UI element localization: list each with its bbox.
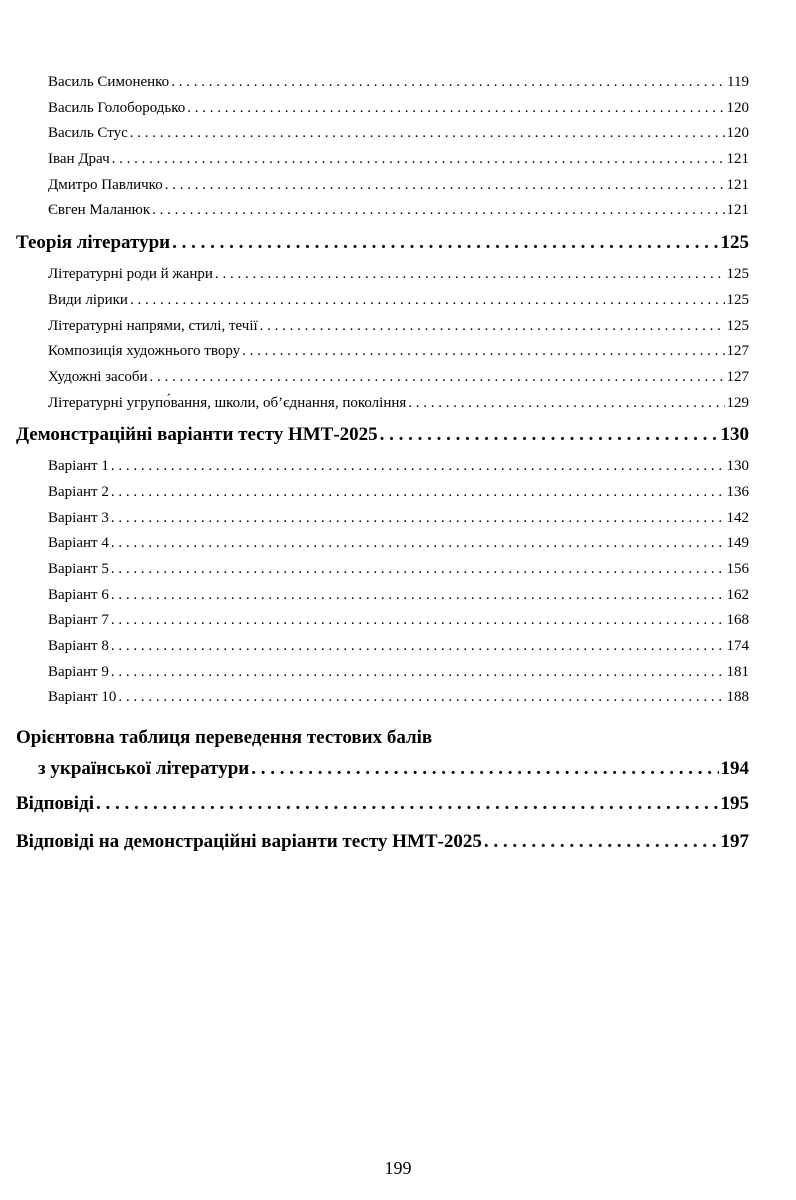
toc-entry[interactable] <box>16 531 749 557</box>
toc-entry-page: 156 <box>726 561 749 577</box>
toc-section-theory[interactable] <box>16 224 749 262</box>
toc-section-page: 194 <box>720 758 749 780</box>
toc-entry[interactable] <box>16 391 749 417</box>
toc-entry-page: 121 <box>726 176 749 193</box>
toc-entry-page: 127 <box>726 343 749 360</box>
dot-leader <box>165 173 725 199</box>
dot-leader <box>111 531 725 557</box>
dot-leader <box>111 634 725 660</box>
toc-entry-page: 120 <box>726 125 749 142</box>
toc-entry-title: Варіант 5 <box>48 561 109 577</box>
toc-section-title: Відповіді на демонстраційні варіанти тесту НМТ-2025 <box>16 831 482 853</box>
page-number: 199 <box>384 1158 412 1178</box>
toc-entry-page: 181 <box>726 663 749 680</box>
toc-section-title: Теорія літератури <box>16 232 171 254</box>
toc-entry-page: 188 <box>726 689 749 706</box>
toc-entry-title: Варіант 8 <box>48 638 109 655</box>
toc-entry[interactable] <box>16 365 749 391</box>
toc-entry[interactable] <box>16 506 749 532</box>
toc-section-page: 195 <box>720 793 749 815</box>
dot-leader <box>152 198 724 224</box>
toc-entry[interactable] <box>16 70 749 96</box>
dot-leader <box>215 262 725 288</box>
toc-entry[interactable] <box>16 96 749 122</box>
toc-entry-title: Варіант 2 <box>48 483 109 500</box>
toc-entry-title: Василь Симоненко <box>48 74 170 90</box>
dot-leader <box>130 121 725 147</box>
toc-entry-page: 162 <box>726 586 749 603</box>
toc-entry[interactable] <box>16 262 749 288</box>
toc-entry-page: 168 <box>726 612 749 629</box>
toc-entry-title: Літературні напрями, стилі, течії <box>48 317 258 334</box>
toc-section-title-line2: з української літератури <box>38 758 250 780</box>
dot-leader <box>118 685 724 711</box>
toc-section-answers[interactable] <box>16 785 749 823</box>
dot-leader <box>380 416 719 454</box>
toc-entry-page: 121 <box>726 202 749 219</box>
toc-section-demo[interactable] <box>16 416 749 454</box>
toc-entry[interactable] <box>16 660 749 686</box>
toc-entry-title: Євген Маланюк <box>48 202 151 219</box>
toc-entry-page: 125 <box>726 266 749 283</box>
toc-entry-page: 149 <box>726 535 749 552</box>
toc-section-conversion-table[interactable] <box>16 723 749 785</box>
dot-leader <box>111 660 725 686</box>
dot-leader <box>251 753 718 785</box>
toc-entry[interactable] <box>16 454 749 480</box>
toc-entry-title: Літературні угрупо́вання, школи, об’єднання, покоління <box>48 394 407 411</box>
toc-entry[interactable] <box>16 480 749 506</box>
toc-entry-title: Варіант 7 <box>48 612 109 629</box>
toc-entry-title: Василь Стус <box>48 125 128 142</box>
toc-entry[interactable] <box>16 339 749 365</box>
toc-entry[interactable] <box>16 557 749 583</box>
toc-entry-page: 129 <box>726 394 749 411</box>
toc-entry-title: Варіант 4 <box>48 535 109 552</box>
toc-section-title: Відповіді <box>16 793 94 815</box>
toc-entry-page: 119 <box>727 74 749 90</box>
toc-entry[interactable] <box>16 634 749 660</box>
dot-leader <box>111 583 725 609</box>
toc-entry-title: Види лірики <box>48 291 128 308</box>
dot-leader <box>171 70 725 96</box>
dot-leader <box>112 147 725 173</box>
toc-entry[interactable] <box>16 198 749 224</box>
dot-leader <box>187 96 724 122</box>
dot-leader <box>111 480 725 506</box>
dot-leader <box>111 454 725 480</box>
toc-entry-title: Варіант 1 <box>48 458 109 475</box>
dot-leader <box>408 391 724 417</box>
toc-entry-title: Варіант 6 <box>48 586 109 603</box>
toc-entry[interactable] <box>16 288 749 314</box>
toc-entry-page: 130 <box>726 458 749 475</box>
toc-entry[interactable] <box>16 583 749 609</box>
toc-entry-title: Дмитро Павличко <box>48 176 163 193</box>
toc-entry[interactable] <box>16 314 749 340</box>
toc-section-title: Демонстраційні варіанти тесту НМТ-2025 <box>16 424 378 446</box>
toc-entry-page: 142 <box>726 509 749 526</box>
toc-entry-page: 136 <box>726 483 749 500</box>
toc-entry-title: Варіант 9 <box>48 663 109 680</box>
dot-leader <box>111 557 725 583</box>
toc-entry-title: Варіант 3 <box>48 509 109 526</box>
toc-entry-page: 125 <box>726 317 749 334</box>
toc-entry[interactable] <box>16 173 749 199</box>
toc-entry-title: Композиція художнього твору <box>48 343 241 360</box>
toc-section-page: 125 <box>720 232 749 254</box>
toc-section-page: 197 <box>720 831 749 853</box>
toc-entry-page: 121 <box>726 151 749 168</box>
toc-entry-title: Василь Голобородько <box>48 99 186 116</box>
toc-entry-page: 127 <box>726 368 749 385</box>
toc-entry-title: Літературні роди й жанри <box>48 266 213 283</box>
toc-entry-title: Іван Драч <box>48 151 110 168</box>
dot-leader <box>242 339 724 365</box>
toc-entry[interactable] <box>16 147 749 173</box>
toc-entry[interactable] <box>16 608 749 634</box>
toc-entry[interactable] <box>16 121 749 147</box>
toc-section-title-line1: Орієнтовна таблиця переведення тестових балів <box>16 727 433 749</box>
dot-leader <box>484 823 719 861</box>
toc-entry-title: Художні засоби <box>48 368 148 385</box>
toc-entry-page: 125 <box>726 291 749 308</box>
toc-entry[interactable] <box>16 685 749 711</box>
toc-entry-page: 174 <box>726 638 749 655</box>
dot-leader <box>260 314 725 340</box>
dot-leader <box>150 365 725 391</box>
toc-section-title-line2-row <box>16 753 749 785</box>
dot-leader <box>111 506 725 532</box>
toc-section-demo-answers[interactable] <box>16 823 749 861</box>
toc-entry-page: 120 <box>726 99 749 116</box>
table-of-contents <box>16 70 749 861</box>
toc-section-page: 130 <box>720 424 749 446</box>
toc-entry-title: Варіант 10 <box>48 689 117 706</box>
dot-leader <box>96 785 719 823</box>
dot-leader <box>111 608 725 634</box>
dot-leader <box>172 224 718 262</box>
dot-leader <box>130 288 725 314</box>
